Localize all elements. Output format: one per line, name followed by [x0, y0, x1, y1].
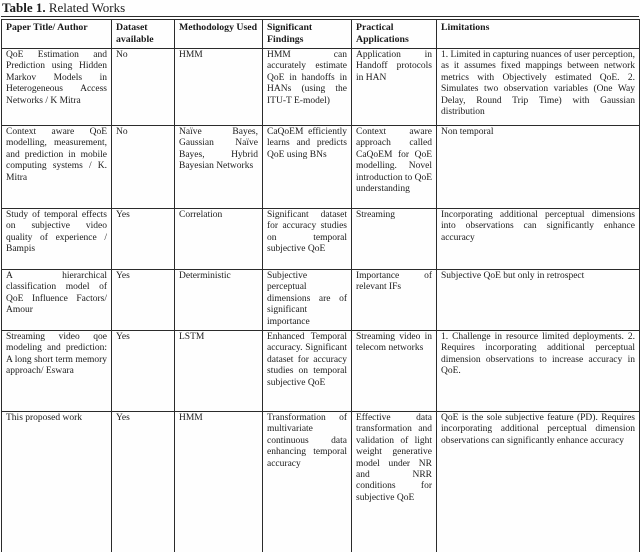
cell-practical-applications: Streaming — [352, 209, 437, 270]
cell-methodology: LSTM — [175, 331, 263, 412]
table-top-rule — [1, 16, 639, 17]
table-caption-label: Table 1. — [2, 0, 46, 15]
cell-limitations: 1. Limited in capturing nuances of user perception, as it assumes fixed mappings between network metrics with Objectively estimated QoE. 2. Simulates two observation variables (One Way Delay, Round Trip Time) with Gaussian distribution — [437, 49, 640, 126]
table-row — [2, 270, 640, 331]
cell-significant-findings: Transformation of multivariate continuous data enhancing temporal accuracy — [263, 412, 352, 552]
header-row — [2, 20, 640, 49]
cell-significant-findings: Subjective perceptual dimensions are of significant importance — [263, 270, 352, 331]
cell-practical-applications: Context aware approach called CaQoEM for QoE modelling. Novel introduction to QoE understanding — [352, 126, 437, 209]
cell-dataset-available: Yes — [112, 412, 175, 552]
cell-practical-applications: Importance of relevant IFs — [352, 270, 437, 331]
column-header-methodology: Methodology Used — [175, 20, 263, 49]
cell-methodology: Deterministic — [175, 270, 263, 331]
column-header-significant-findings: Significant Findings — [263, 20, 352, 49]
cell-limitations: Incorporating additional perceptual dimensions into observations can significantly enhance accuracy — [437, 209, 640, 270]
related-works-table — [1, 19, 640, 552]
cell-dataset-available: Yes — [112, 209, 175, 270]
cell-dataset-available: No — [112, 49, 175, 126]
cell-dataset-available: No — [112, 126, 175, 209]
cell-significant-findings: Enhanced Temporal accuracy. Significant dataset for accuracy studies on temporal subjective QoE — [263, 331, 352, 412]
column-header-dataset-available: Dataset available — [112, 20, 175, 49]
table-caption — [1, 0, 639, 15]
cell-limitations: 1. Challenge in resource limited deployments. 2. Requires incorporating additional perceptual dimension observations to increase accuracy in QoE. — [437, 331, 640, 412]
cell-paper-title: Context aware QoE modelling, measurement, and prediction in mobile computing systems / K. Mitra — [2, 126, 112, 209]
cell-significant-findings: HMM can accurately estimate QoE in handoffs in HANs (using the ITU-T E-model) — [263, 49, 352, 126]
cell-practical-applications: Application in Handoff protocols in HAN — [352, 49, 437, 126]
table-row — [2, 49, 640, 126]
cell-methodology: Naïve Bayes, Gaussian Naïve Bayes, Hybrid Bayesian Networks — [175, 126, 263, 209]
cell-paper-title: This proposed work — [2, 412, 112, 552]
column-header-practical-applications: Practical Applications — [352, 20, 437, 49]
cell-paper-title: Streaming video qoe modeling and prediction: A long short term memory approach/ Eswara — [2, 331, 112, 412]
cell-practical-applications: Effective data transformation and validation of light weight generative model under NR and NRR conditions for subjective QoE — [352, 412, 437, 552]
cell-significant-findings: CaQoEM efficiently learns and predicts QoE using BNs — [263, 126, 352, 209]
cell-paper-title: A hierarchical classification model of QoE Influence Factors/ Amour — [2, 270, 112, 331]
column-header-paper-title: Paper Title/ Author — [2, 20, 112, 49]
cell-dataset-available: Yes — [112, 331, 175, 412]
cell-paper-title: Study of temporal effects on subjective video quality of experience / Bampis — [2, 209, 112, 270]
cell-methodology: Correlation — [175, 209, 263, 270]
cell-limitations: Subjective QoE but only in retrospect — [437, 270, 640, 331]
related-works-table-wrap — [1, 16, 639, 552]
cell-paper-title: QoE Estimation and Prediction using Hidden Markov Models in Heterogeneous Access Networks / K Mitra — [2, 49, 112, 126]
table-row — [2, 209, 640, 270]
table-row — [2, 126, 640, 209]
table-row — [2, 331, 640, 412]
cell-limitations: QoE is the sole subjective feature (PD). Requires incorporating additional perceptual dimension observations can significantly enhance accuracy — [437, 412, 640, 552]
cell-significant-findings: Significant dataset for accuracy studies on temporal subjective QoE — [263, 209, 352, 270]
cell-methodology: HMM — [175, 49, 263, 126]
cell-dataset-available: Yes — [112, 270, 175, 331]
cell-practical-applications: Streaming video in telecom networks — [352, 331, 437, 412]
cell-limitations: Non temporal — [437, 126, 640, 209]
cell-methodology: HMM — [175, 412, 263, 552]
column-header-limitations: Limitations — [437, 20, 640, 49]
table-row — [2, 412, 640, 552]
table-caption-title: Related Works — [48, 0, 126, 15]
